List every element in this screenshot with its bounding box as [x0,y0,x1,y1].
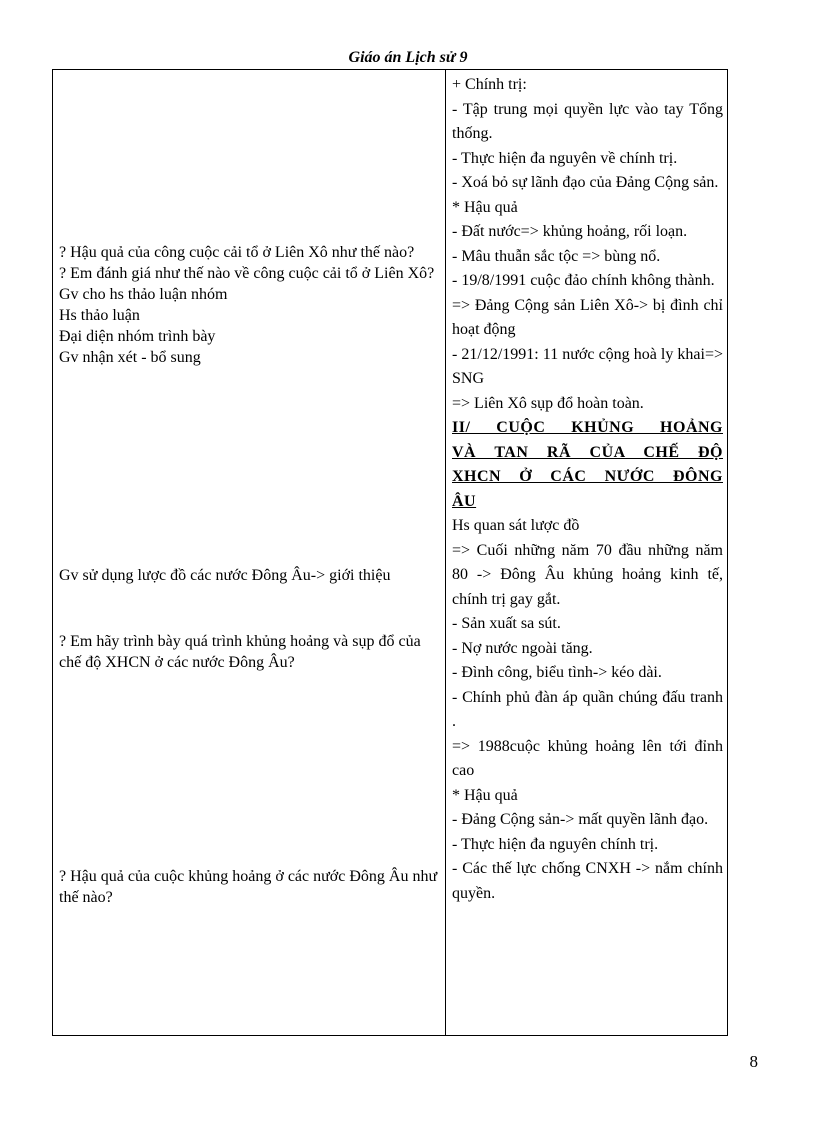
section-heading-line: VÀ TAN RÃ CỦA CHẾ ĐỘ [452,443,723,461]
right-line: + Chính trị: [452,76,527,93]
right-line: - Sản xuất sa sút. [452,615,561,632]
section-heading-line: XHCN Ở CÁC NƯỚC ĐÔNG [452,468,723,485]
teacher-feedback: Gv nhận xét - bổ sung [59,349,201,366]
page-number: 8 [749,1052,758,1071]
right-line: => 1988cuộc khủng hoảng lên tới đỉnh cao [452,737,723,779]
question-consequences-reform: ? Hậu quả của công cuộc cải tổ ở Liên Xô như thế nào? [59,244,415,261]
right-line: - Xoá bỏ sự lãnh đạo của Đảng Cộng sản. [452,174,719,191]
right-line: - Chính phủ đàn áp quần chúng đấu tranh . [452,688,723,730]
group-presentation: Đại diện nhóm trình bày [59,328,216,345]
right-line: => Liên Xô sụp đổ hoàn toàn. [452,394,644,412]
question-evaluate-reform: ? Em đánh giá như thế nào về công cuộc cải tổ ở Liên Xô? [59,265,435,282]
column-divider [445,70,446,1035]
page-header: Giáo án Lịch sử 9 [348,49,468,66]
section-heading-line: ÂU [452,492,477,510]
right-line: - Thực hiện đa nguyên về chính trị. [452,149,678,167]
right-line: - Nợ nước ngoài tăng. [452,639,593,657]
left-group-2 [59,565,439,586]
question-crisis-process: ? Em hãy trình bày quá trình khủng hoảng và sụp đổ của chế độ XHCN ở các nước Đông Âu? [59,633,421,671]
question-crisis-consequences: ? Hậu quả của cuộc khủng hoảng ở các nước Đông Âu như thế nào? [59,868,438,906]
left-group-1 [59,242,439,368]
section-heading-line: II/ CUỘC KHỦNG HOẢNG [452,419,723,436]
left-group-3 [59,631,439,673]
right-line: => Đảng Cộng sản Liên Xô-> bị đình chỉ hoạt động [452,296,723,338]
right-line: - Các thế lực chống CNXH -> nắm chính quyền. [452,860,723,902]
teacher-map-intro: Gv sử dụng lược đồ các nước Đông Âu-> giới thiệu [59,567,391,584]
right-line: * Hậu quả [452,198,518,216]
right-line: - Thực hiện đa nguyên chính trị. [452,835,659,853]
right-line: * Hậu quả [452,786,518,804]
right-line: - Đất nước=> khủng hoảng, rối loạn. [452,223,688,240]
right-line: => Cuối những năm 70 đầu những năm 80 -> Đông Âu khủng hoảng kinh tế, chính trị gay gắt. [452,541,723,608]
right-line: - Tập trung mọi quyền lực vào tay Tổng thống. [452,100,723,142]
right-line: - 19/8/1991 cuộc đảo chính không thành. [452,272,715,289]
left-group-4 [59,866,439,908]
right-line: - Đảng Cộng sản-> mất quyền lãnh đạo. [452,811,709,828]
right-line: - Đình công, biểu tình-> kéo dài. [452,664,662,681]
teacher-instruction: Gv cho hs thảo luận nhóm [59,286,228,303]
student-activity: Hs thảo luận [59,307,140,324]
right-line: - Mâu thuẫn sắc tộc => bùng nổ. [452,247,661,265]
right-line: Hs quan sát lược đồ [452,517,580,534]
right-line: - 21/12/1991: 11 nước cộng hoà ly khai=> SNG [452,345,723,387]
lesson-table [52,69,728,1036]
right-column [452,73,723,906]
